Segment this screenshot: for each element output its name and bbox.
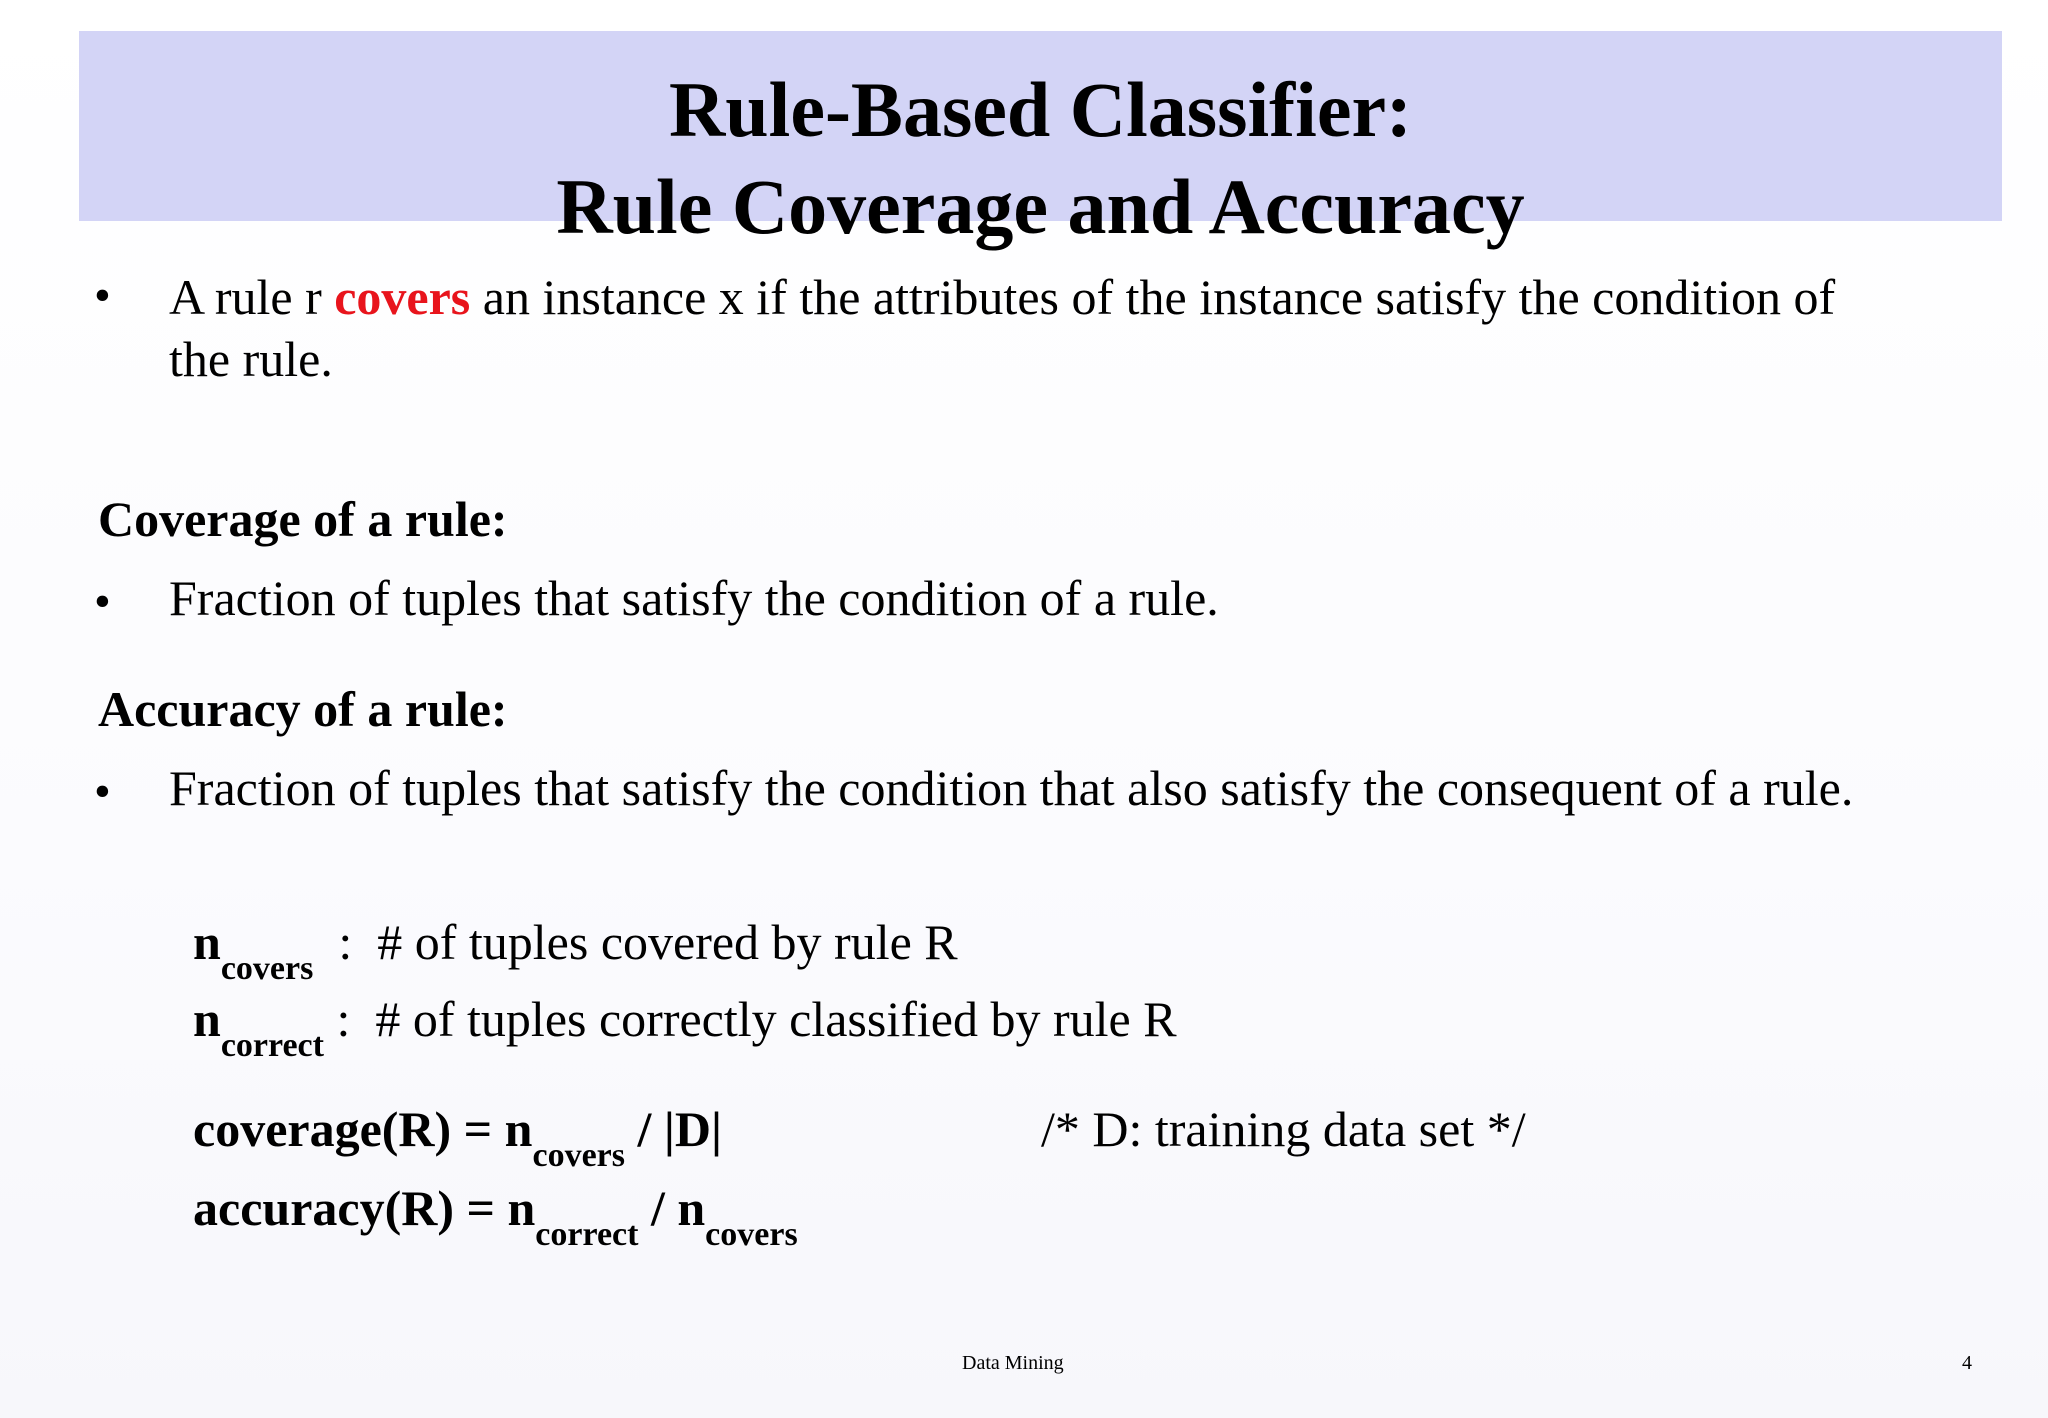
coverage-formula-rest: / |D| [625, 1101, 723, 1157]
definition-symbol: n [193, 914, 221, 970]
definition-covers [193, 914, 958, 987]
accuracy-description: Fraction of tuples that satisfy the condition that also satisfy the consequent of a rule. [169, 760, 1854, 816]
accuracy-formula-subscript-2: covers [705, 1216, 798, 1253]
coverage-description: Fraction of tuples that satisfy the condition of a rule. [169, 570, 1219, 626]
intro-text-after: an instance x if the attributes of the instance satisfy the condition of [470, 269, 1836, 325]
footer-title: Data Mining [962, 1352, 1064, 1374]
accuracy-formula-lhs: accuracy(R) = n [193, 1180, 536, 1236]
definition-correct [193, 991, 1177, 1064]
definition-text: # of tuples covered by rule R [377, 914, 958, 970]
coverage-heading: Coverage of a rule: [98, 491, 508, 547]
bullet-icon: • [94, 269, 111, 322]
accuracy-formula [193, 1180, 798, 1253]
accuracy-heading: Accuracy of a rule: [98, 681, 508, 737]
definition-symbol: n [193, 991, 221, 1047]
definition-subscript: correct [220, 1027, 324, 1064]
coverage-formula-lhs: coverage(R) = n [193, 1101, 533, 1157]
training-set-comment: /* D: training data set */ [1041, 1101, 1526, 1157]
accuracy-formula-mid: / n [638, 1180, 706, 1236]
coverage-formula-subscript: covers [532, 1137, 625, 1174]
definition-separator: : [313, 914, 378, 970]
accuracy-formula-subscript-1: correct [535, 1216, 639, 1253]
intro-paragraph [169, 266, 1835, 390]
page-number: 4 [1962, 1352, 1972, 1374]
slide-title-line-2: Rule Coverage and Accuracy [556, 163, 1525, 250]
bullet-icon: • [94, 765, 111, 818]
slide-title-line-1: Rule-Based Classifier: [668, 66, 1413, 153]
intro-text-before: A rule r [169, 269, 335, 325]
coverage-formula [193, 1101, 723, 1174]
title-band [79, 31, 2002, 250]
definition-subscript: covers [220, 950, 314, 987]
definition-separator: : [323, 991, 376, 1047]
intro-text-line2: the rule. [169, 331, 333, 387]
definition-text: # of tuples correctly classified by rule R [375, 991, 1177, 1047]
covers-highlight: covers [334, 269, 471, 325]
bullet-icon: • [94, 575, 111, 628]
